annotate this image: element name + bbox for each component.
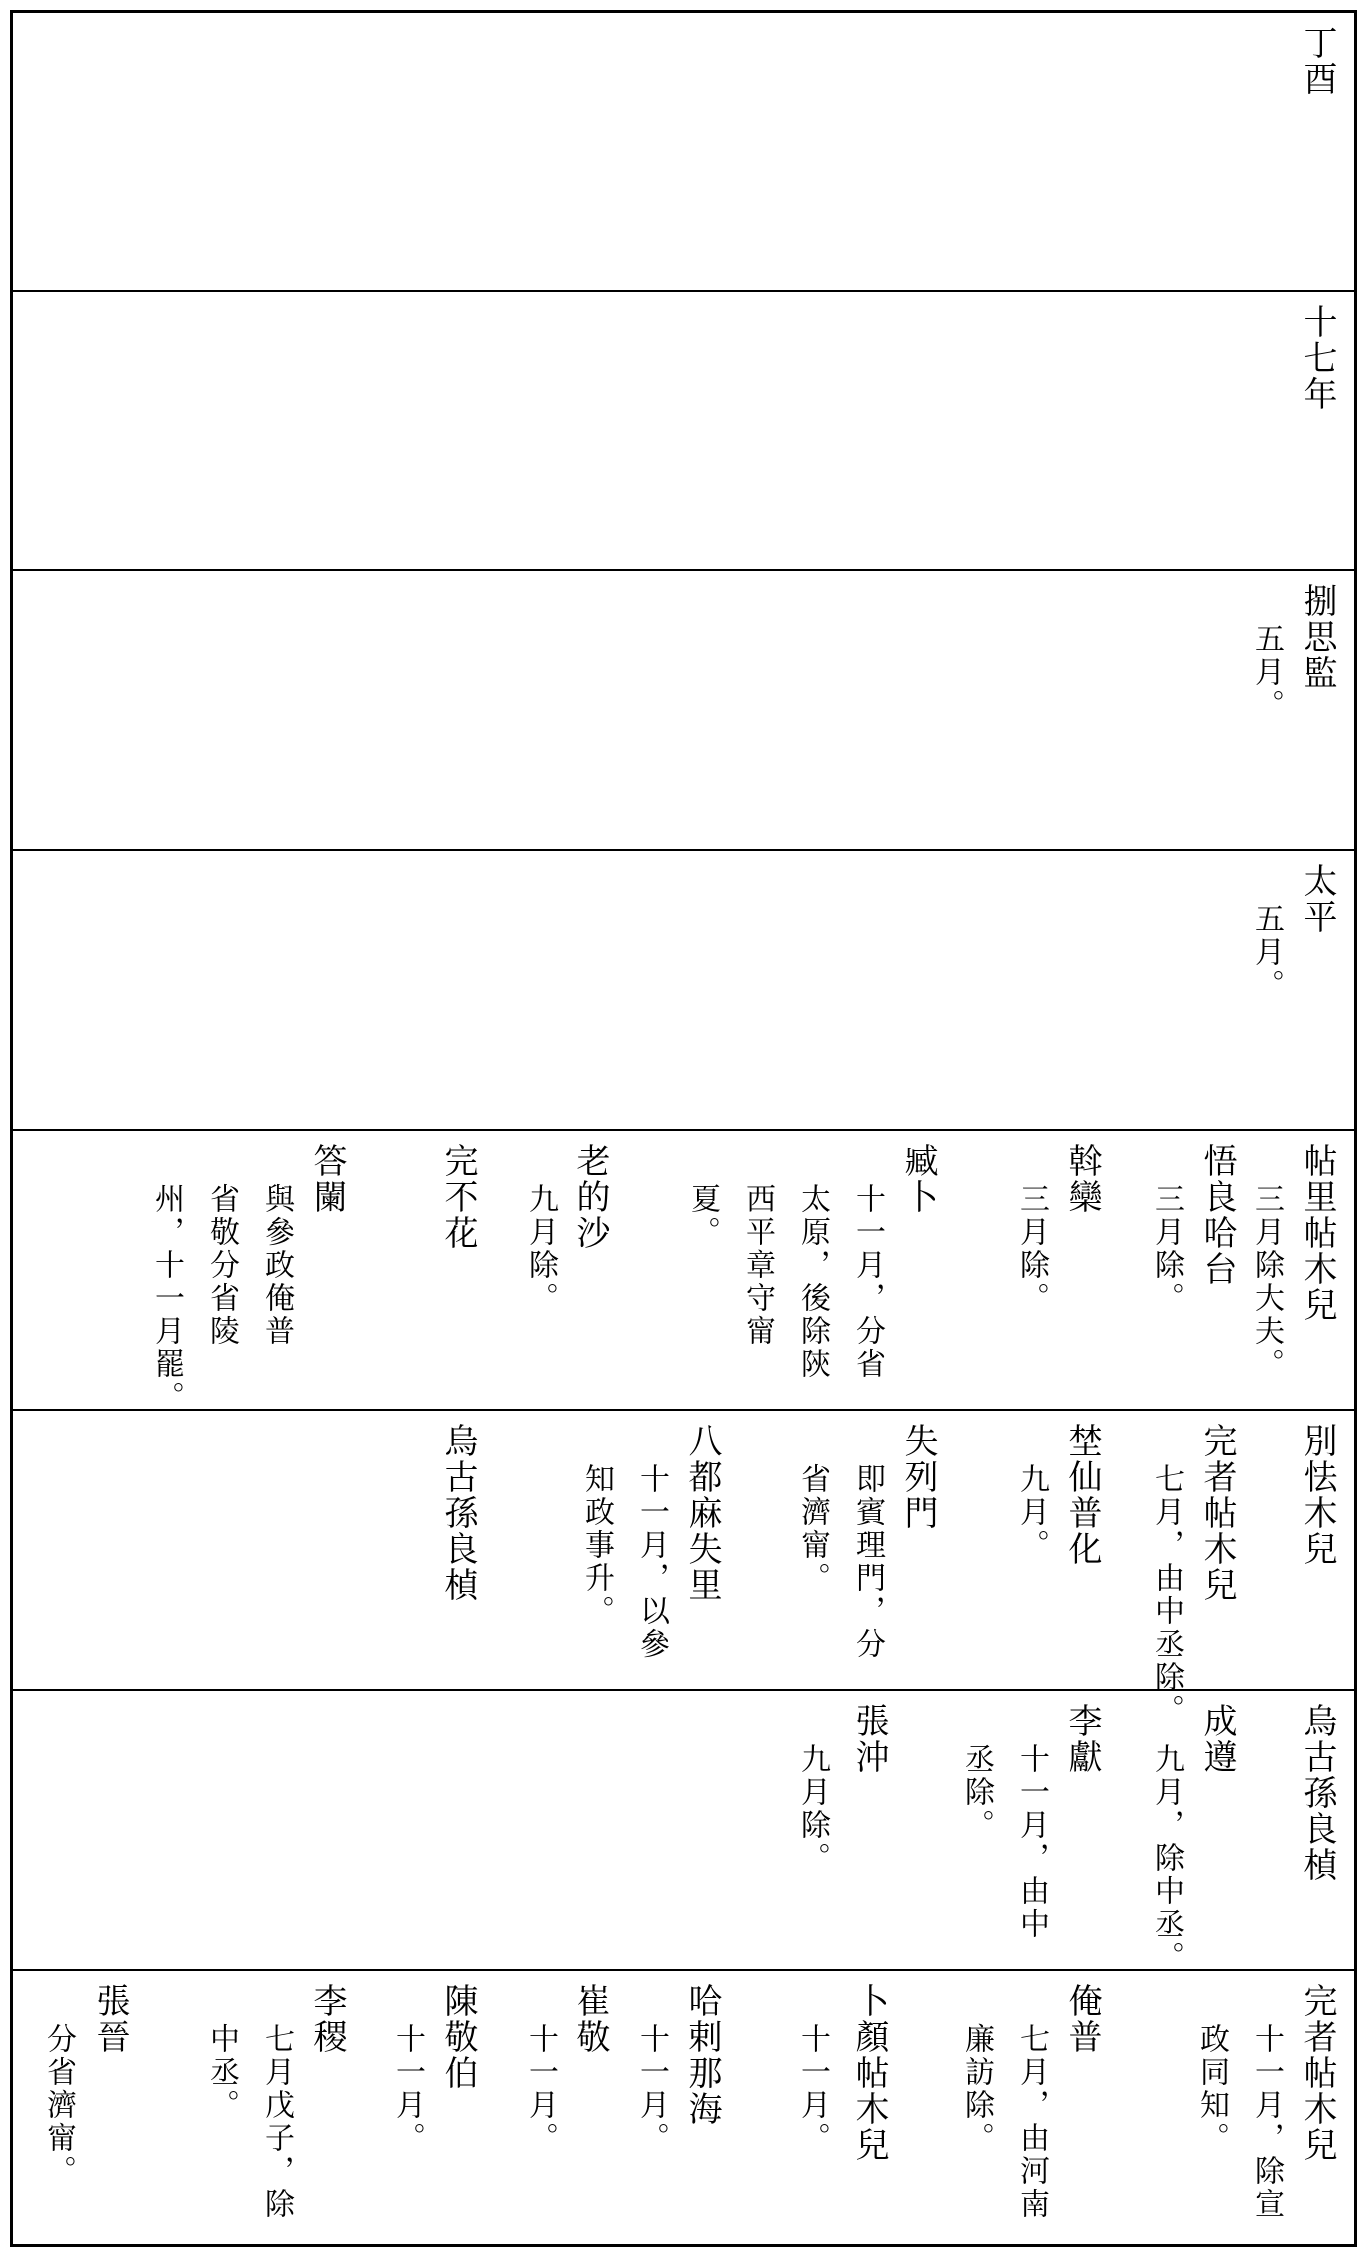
entry-note-line: 西平章守甯 xyxy=(740,1183,775,1348)
entry-note-line: 七月，由河南 xyxy=(1014,2023,1049,2221)
row-canzhi xyxy=(13,1971,1354,2244)
entry-name: 悟良哈台 xyxy=(1197,1143,1237,1287)
entry-name: 太平 xyxy=(1297,863,1337,935)
row-year-dingyou xyxy=(13,13,1354,292)
entry-name: 埜仙普化 xyxy=(1062,1423,1102,1567)
entry-note: 十一月。 xyxy=(390,2023,425,2155)
entry-name: 崔敬 xyxy=(570,1983,610,2055)
entry-note: 九月，除中丞。 xyxy=(1149,1743,1184,1974)
entry-note-line: 十一月，由中 xyxy=(1014,1743,1049,1941)
row-chancellor-right xyxy=(13,571,1354,851)
entry-note-line: 州，十一月罷。 xyxy=(149,1183,184,1414)
entry-name: 八都麻失里 xyxy=(682,1423,722,1603)
entry-note-line: 十一月，分省 xyxy=(850,1183,885,1381)
entry-note: 九月。 xyxy=(1014,1463,1049,1562)
entry-name: 斡欒 xyxy=(1062,1143,1102,1215)
entry-name: 張晉 xyxy=(90,1983,130,2055)
entry-name: 完者帖木兒 xyxy=(1297,1983,1337,2163)
entry-name: 十七年 xyxy=(1297,304,1337,412)
row-pingzhang xyxy=(13,1131,1354,1414)
entry-note: 十一月。 xyxy=(523,2023,558,2155)
entry-name: 失列門 xyxy=(898,1423,938,1531)
entry-name: 卜顏帖木兒 xyxy=(849,1983,889,2163)
entry-name: 完者帖木兒 xyxy=(1197,1423,1237,1603)
entry-note-line: 分省濟甯。 xyxy=(41,2023,76,2188)
row-year-17 xyxy=(13,292,1354,571)
entry-note-line: 十一月，除宣 xyxy=(1249,2023,1284,2221)
entry-name: 臧卜 xyxy=(898,1143,938,1215)
entry-name: 帖里帖木兒 xyxy=(1297,1143,1337,1323)
entry-note: 五月。 xyxy=(1249,903,1284,1002)
entry-name: 丁酉 xyxy=(1297,25,1337,97)
entry-note-line: 即賓理門，分 xyxy=(850,1463,885,1661)
entry-note: 五月。 xyxy=(1249,623,1284,722)
entry-name: 捌思監 xyxy=(1297,583,1337,691)
entry-name: 哈剌那海 xyxy=(682,1983,722,2127)
entry-note: 三月除。 xyxy=(1149,1183,1184,1315)
entry-name: 李稷 xyxy=(307,1983,347,2055)
entry-name: 完不花 xyxy=(438,1143,478,1251)
entry-note: 九月除。 xyxy=(523,1183,558,1315)
entry-name: 俺普 xyxy=(1062,1983,1102,2055)
entry-note: 十一月。 xyxy=(634,2023,669,2155)
entry-name: 老的沙 xyxy=(570,1143,610,1251)
entry-note: 三月除。 xyxy=(1014,1183,1049,1315)
row-chancellor-left xyxy=(13,851,1354,1131)
entry-name: 烏古孫良楨 xyxy=(1297,1703,1337,1883)
entry-note-line: 丞除。 xyxy=(959,1743,994,1842)
entry-name: 烏古孫良楨 xyxy=(438,1423,478,1603)
entry-name: 別怯木兒 xyxy=(1297,1423,1337,1567)
entry-note-line: 太原，後除陝 xyxy=(795,1183,830,1381)
entry-note-line: 知政事升。 xyxy=(579,1463,614,1628)
entry-note: 七月，由中丞除。 xyxy=(1149,1463,1184,1727)
entry-note-line: 七月戊子，除 xyxy=(259,2023,294,2221)
entry-note-line: 省敬分省陵 xyxy=(204,1183,239,1348)
entry-note: 九月除。 xyxy=(795,1743,830,1875)
entry-note-line: 十一月，以參 xyxy=(634,1463,669,1661)
entry-note-line: 政同知。 xyxy=(1194,2023,1229,2155)
entry-name: 李獻 xyxy=(1062,1703,1102,1775)
entry-name: 答闌 xyxy=(307,1143,347,1215)
entry-note: 三月除大夫。 xyxy=(1249,1183,1284,1381)
row-zuocheng xyxy=(13,1691,1354,1974)
entry-name: 張沖 xyxy=(849,1703,889,1775)
entry-note-line: 中丞。 xyxy=(204,2023,239,2122)
entry-note-line: 與參政俺普 xyxy=(259,1183,294,1348)
entry-note-line: 省濟甯。 xyxy=(795,1463,830,1595)
entry-name: 成遵 xyxy=(1197,1703,1237,1775)
register-table xyxy=(10,10,1357,2247)
entry-name: 陳敬伯 xyxy=(438,1983,478,2091)
entry-note-line: 夏。 xyxy=(685,1183,720,1249)
row-youcheng xyxy=(13,1411,1354,1727)
entry-note: 十一月。 xyxy=(795,2023,830,2155)
entry-note-line: 廉訪除。 xyxy=(959,2023,994,2155)
